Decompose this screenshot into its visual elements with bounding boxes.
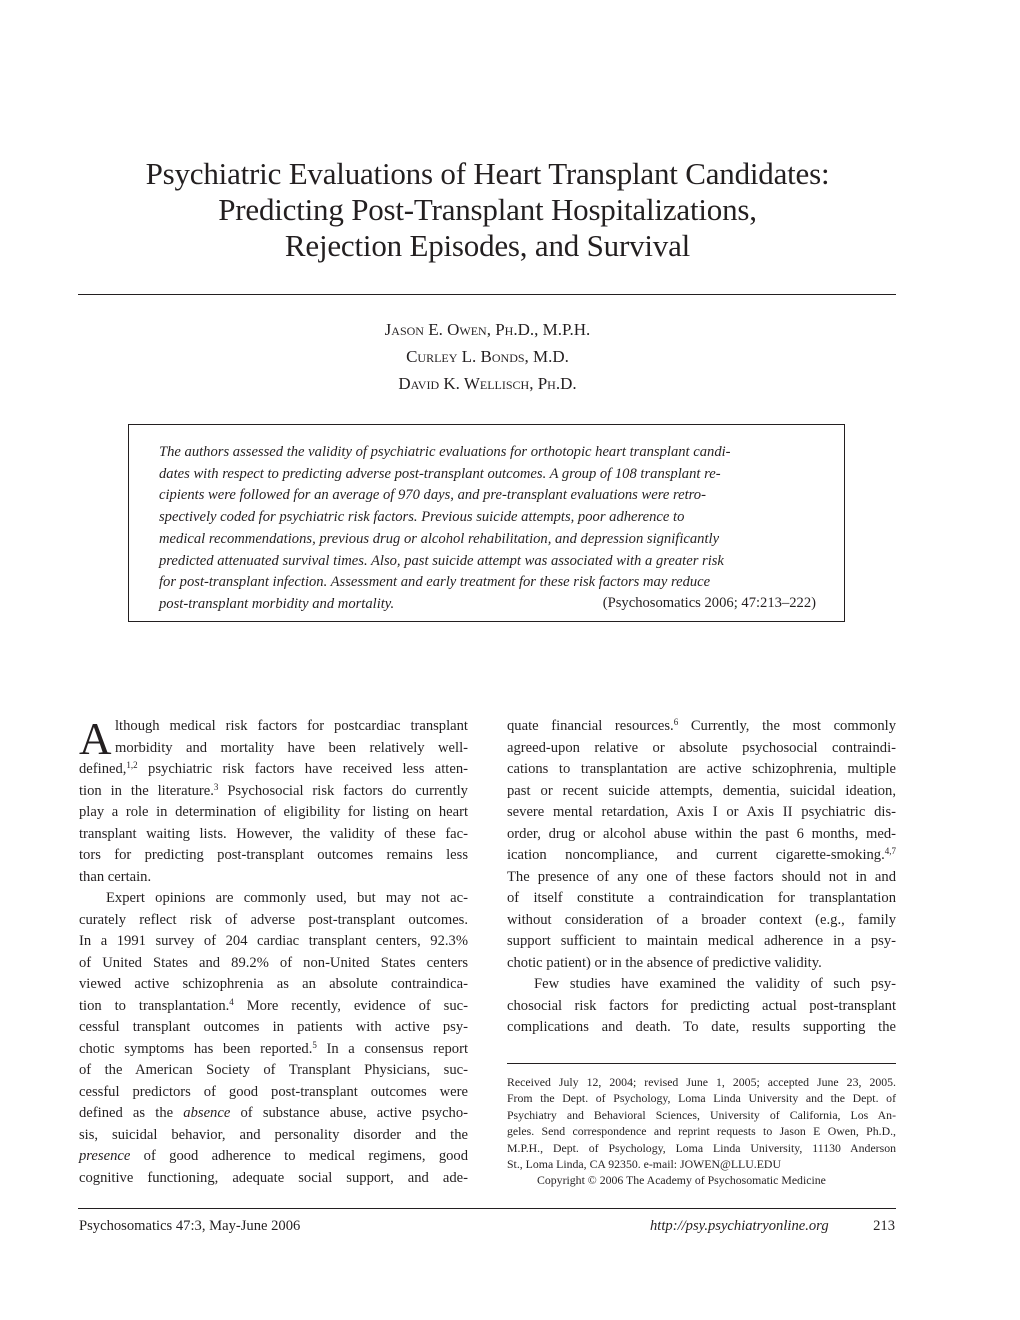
body-line: chosocial risk factors for predicting actual post-transplant [507, 997, 896, 1014]
body-text: More recently, evidence of suc- [246, 997, 468, 1014]
body-line: morbidity and mortality have been relatively well- [115, 739, 468, 756]
footnote-line: Received July 12, 2004; revised June 1, 2005; accepted June 23, 2005. [507, 1075, 896, 1089]
body-text: In a consensus report [326, 1040, 469, 1057]
body-line: of United States and 89.2% of non-United States centers [79, 954, 468, 971]
reference-mark: 4,7 [884, 846, 896, 856]
body-line: curately reflect risk of adverse post-transplant outcomes. [79, 911, 468, 928]
article-title [80, 156, 895, 264]
author-list [80, 316, 895, 397]
abstract-citation: (Psychosomatics 2006; 47:213–222) [602, 595, 816, 611]
body-line: lthough medical risk factors for postcardiac transplant [115, 718, 468, 734]
body-line: cognitive functioning, adequate social support, and ade- [79, 1169, 468, 1186]
footnote-line: St., Loma Linda, CA 92350. e-mail: JOWEN@LLU.EDU [507, 1156, 781, 1171]
page-number: 213 [873, 1218, 895, 1234]
body-line: support sufficient to maintain medical adherence in a psy- [507, 933, 896, 949]
body-line: past or recent suicide attempts, dementia, suicidal ideation, [507, 782, 896, 799]
body-line: agreed-upon relative or absolute psychosocial contraindi- [507, 739, 896, 756]
footnote-line: M.P.H., Dept. of Psychology, Loma Linda University, 11130 Anderson [507, 1140, 896, 1155]
abstract-line: spectively coded for psychiatric risk factors. Previous suicide attempts, poor adherence to [159, 509, 685, 526]
body-text: Psychosocial risk factors do currently [227, 782, 468, 799]
body-line [79, 1146, 468, 1168]
body-line: The presence of any one of these factors should not in and [507, 868, 896, 885]
abstract-line: post-transplant morbidity and mortality. [159, 595, 395, 612]
body-line [79, 759, 468, 781]
body-line: tors for predicting post-transplant outcomes remains less [79, 847, 468, 863]
body-column-right [507, 716, 896, 1039]
journal-citation: Psychosomatics 47:3, May-June 2006 [79, 1218, 301, 1234]
abstract-line: The authors assessed the validity of psychiatric evaluations for orthotopic heart transplant candi- [159, 444, 731, 460]
reference-mark: 6 [673, 717, 679, 727]
abstract-line: cipients were followed for an average of 970 days, and pre-transplant evaluations were retro- [159, 487, 706, 504]
body-column-left [79, 716, 468, 1189]
title-line: Psychiatric Evaluations of Heart Transplant Candidates: [145, 156, 830, 191]
emphasis: presence [79, 1148, 131, 1164]
body-text: quate financial resources. [507, 718, 674, 734]
reference-mark: 1,2 [126, 760, 138, 770]
body-line: cations to transplantation are active schizophrenia, multiple [507, 761, 896, 777]
body-text: chotic symptoms has been reported. [79, 1040, 313, 1057]
body-text: defined, [79, 761, 127, 777]
body-text: of good adherence to medical regimens, good [143, 1148, 468, 1164]
journal-url-link[interactable]: http://psy.psychiatryonline.org [650, 1218, 829, 1234]
reference-mark: 4 [229, 996, 234, 1007]
copyright-notice: Copyright © 2006 The Academy of Psychosomatic Medicine [537, 1173, 826, 1188]
body-line: order, drug or alcohol abuse within the past 6 months, med- [507, 825, 896, 842]
body-line: Expert opinions are commonly used, but may not ac- [106, 890, 468, 906]
body-line: transplant waiting lists. However, the validity of these fac- [79, 825, 468, 842]
body-line: without consideration of a broader context (e.g., family [507, 911, 896, 928]
body-line: viewed active schizophrenia as an absolute contraindica- [79, 976, 468, 992]
body-line: than certain. [79, 868, 152, 885]
body-line: complications and death. To date, results supporting the [507, 1019, 896, 1035]
body-text: tion to transplantation. [79, 997, 230, 1014]
reference-mark: 5 [312, 1039, 317, 1050]
body-text: defined as the [79, 1105, 174, 1121]
footnote [507, 1074, 896, 1189]
abstract-line: for post-transplant infection. Assessment and early treatment for these risk factors may reduce [159, 574, 711, 591]
body-line: of itself constitute a contraindication for transplantation [507, 890, 896, 906]
abstract-text [159, 442, 819, 616]
title-divider [78, 294, 896, 295]
body-text: psychiatric risk factors have received less atten- [148, 761, 468, 777]
abstract-line: dates with respect to predicting adverse post-transplant outcomes. A group of 108 transplant re- [159, 465, 721, 482]
footnote-line: From the Dept. of Psychology, Loma Linda University and the Dept. of [507, 1091, 896, 1106]
author: Curley L. Bonds, M.D. [406, 347, 569, 366]
body-line: of the American Society of Transplant Physicians, suc- [79, 1062, 468, 1078]
body-line: cessful predictors of good post-transplant outcomes were [79, 1083, 468, 1100]
author: Jason E. Owen, Ph.D., M.P.H. [384, 320, 591, 339]
author: David K. Wellisch, Ph.D. [398, 374, 577, 393]
title-line: Predicting Post-Transplant Hospitalizations, [218, 192, 757, 227]
body-line [507, 845, 896, 867]
body-line [79, 781, 468, 803]
abstract-line: medical recommendations, previous drug or alcohol rehabilitation, and depression significantly [159, 530, 720, 547]
body-line [79, 996, 468, 1018]
body-text: ication noncompliance, and current cigarette-smoking. [507, 847, 885, 863]
body-line: sis, suicidal behavior, and personality disorder and the [79, 1126, 468, 1143]
body-line [79, 1039, 468, 1061]
footnote-line: geles. Send correspondence and reprint requests to Jason E Owen, Ph.D., [507, 1124, 896, 1139]
drop-cap: A [79, 714, 112, 764]
body-text: of substance abuse, active psycho- [240, 1105, 469, 1121]
footnote-divider [507, 1063, 896, 1064]
body-line [79, 1103, 468, 1125]
body-line: Few studies have examined the validity of such psy- [534, 976, 896, 992]
reference-mark: 3 [213, 781, 219, 792]
footnote-line: Psychiatry and Behavioral Sciences, University of California, Los An- [507, 1107, 896, 1122]
body-text: Currently, the most commonly [690, 718, 896, 734]
abstract-box [128, 424, 845, 622]
body-line: cessful transplant outcomes in patients with active psy- [79, 1019, 468, 1035]
body-line: play a role in determination of eligibility for listing on heart [79, 804, 468, 820]
body-line: chotic patient) or in the absence of predictive validity. [507, 954, 822, 971]
body-line: severe mental retardation, Axis I or Axis II psychiatric dis- [507, 804, 896, 820]
body-text: tion in the literature. [79, 782, 214, 799]
title-line: Rejection Episodes, and Survival [284, 228, 691, 263]
abstract-line: predicted attenuated survival times. Also, past suicide attempt was associated with a greater risk [159, 552, 724, 569]
body-line [507, 716, 896, 738]
body-line: In a 1991 survey of 204 cardiac transplant centers, 92.3% [79, 933, 468, 949]
footer-divider [78, 1208, 896, 1209]
emphasis: absence [183, 1105, 231, 1121]
